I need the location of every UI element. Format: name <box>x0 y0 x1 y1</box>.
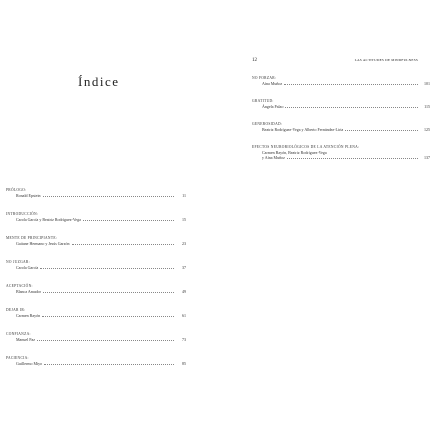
toc-entry-author: Carmen Bayón <box>16 313 41 318</box>
toc-entry-author: Carola García y Beatriz Rodríguez-Vega <box>16 217 81 222</box>
toc-entry-caption: PRÓLOGO: <box>6 188 27 192</box>
toc-entry-author: Carola García <box>16 265 39 270</box>
toc-entry-page: 85 <box>182 361 186 366</box>
toc-entry <box>6 356 186 366</box>
toc-title: Índice <box>78 74 120 89</box>
toc-entry-author: Guillermo Miyo <box>16 361 43 366</box>
toc-entry-page: 49 <box>182 289 186 294</box>
toc-entry-author: Manuel Paz <box>16 337 35 342</box>
toc-entry-page: 115 <box>424 104 430 109</box>
toc-entry <box>6 188 186 198</box>
toc-entry-caption: NO JUZGAR: <box>6 260 30 264</box>
toc-entry-page: 101 <box>424 81 430 86</box>
toc-entry-caption: PACIENCIA: <box>6 356 29 360</box>
toc-entry-author: Aína Muñoz <box>262 81 283 86</box>
toc-entry <box>6 212 186 222</box>
toc-entry-author: Blanca Amador <box>16 289 41 294</box>
toc-entry-page: 37 <box>182 265 186 270</box>
toc-entry <box>252 99 430 109</box>
toc-entry-page: 11 <box>182 193 186 198</box>
toc-entry <box>252 122 430 132</box>
toc-entry-page: 73 <box>182 337 186 342</box>
toc-entry-caption: MENTE DE PRINCIPIANTE: <box>6 236 58 240</box>
toc-entry <box>6 308 186 318</box>
toc-entry-author: Ronald Epstein <box>16 193 41 198</box>
toc-entry-page: 23 <box>182 241 186 246</box>
toc-entry-author: Beatriz Rodríguez-Vega y Alberto Fernández-Liria <box>262 127 344 132</box>
toc-entry <box>252 145 430 160</box>
toc-entry-caption: GRATITUD: <box>252 99 274 103</box>
toc-entry-caption: GENEROSIDAD: <box>252 122 283 126</box>
toc-entry-author-line1: Carmen Bayón, Beatriz Rodríguez-Vega <box>262 150 327 155</box>
toc-entry-caption: ACEPTACIÓN: <box>6 284 33 288</box>
toc-entry-caption: EFECTOS NEUROBIOLÓGICOS DE LA ATENCIÓN PLENA: <box>252 145 360 149</box>
toc-entry-page: 15 <box>182 217 186 222</box>
toc-entry-page: 61 <box>182 313 186 318</box>
toc-entry-page: 125 <box>424 127 430 132</box>
page-number: 12 <box>252 58 257 63</box>
toc-entry <box>6 260 186 270</box>
toc-entry <box>252 76 430 86</box>
toc-entry <box>6 236 186 246</box>
toc-entry-caption: NO FORZAR: <box>252 76 277 80</box>
toc-entry <box>6 332 186 342</box>
toc-entry-caption: CONFIANZA: <box>6 332 31 336</box>
toc-entry-page: 137 <box>424 155 430 160</box>
toc-entry <box>6 284 186 294</box>
right-page <box>216 0 432 432</box>
toc-entry-author: Gaitane Hermano y Jesús Garzón <box>16 241 70 246</box>
toc-entry-author-line2: y Aína Muñoz <box>262 155 285 160</box>
toc-entry-author: Ángela Palao <box>262 104 284 109</box>
toc-entry-caption: INTRODUCCIÓN: <box>6 212 39 216</box>
running-title: LAS ACTITUDES DE MINDFULNESS <box>354 58 418 62</box>
toc-entry-caption: DEJAR IR: <box>6 308 26 312</box>
